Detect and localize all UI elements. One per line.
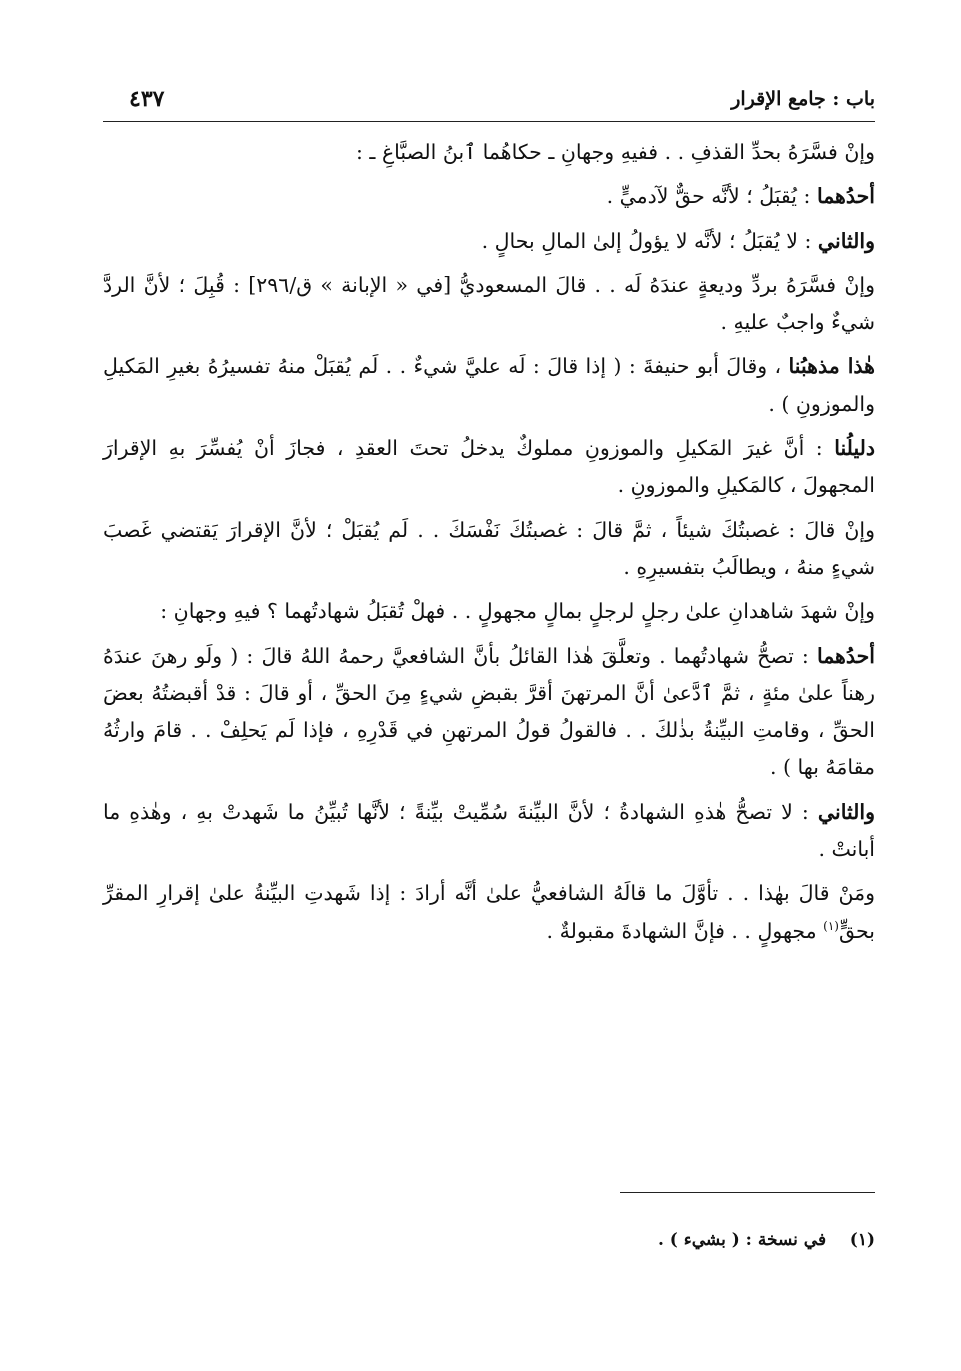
paragraph-text: : لا يُقبَلُ ؛ لأنَّه لا يؤولُ إلىٰ المالِ بحالٍ . xyxy=(481,228,818,253)
paragraph-lead: أحدُهما xyxy=(816,643,875,668)
paragraph-text: وإنْ شهدَ شاهدانِ علىٰ رجلٍ لرجلٍ بمالٍ مجهولٍ . . فهلْ تُقبَلُ شهادتُهما ؟ فيهِ وجهانِ : xyxy=(160,599,875,624)
paragraph-text: : لا تصحُّ هٰذهِ الشهادةُ ؛ لأنَّ البيِّنةَ سُمِّيتْ بيِّنةً ؛ لأنَّها تُبيِّنُ ما شَهدتْ بهِ ، وهٰذهِ ما أبانتْ . xyxy=(103,799,875,862)
header-divider xyxy=(103,121,875,122)
paragraph-lead: دليلُنا xyxy=(834,436,875,461)
page-header xyxy=(103,86,875,120)
paragraph-text: ومَنْ قالَ بهٰذا . . تأوَّلَ ما قالَهُ الشافعيُّ علىٰ أنَّه أرادَ : إذا شَهدتِ البيِّنةُ علىٰ إقرارِ المقرِّ بحقٍّ xyxy=(103,881,875,943)
paragraph-text: : يُقبَلُ ؛ لأنَّه حقٌّ لآدميٍّ . xyxy=(606,184,817,209)
paragraph xyxy=(103,178,875,215)
paragraph xyxy=(103,512,875,587)
paragraph xyxy=(103,875,875,950)
footnote-marker: (١) xyxy=(849,1230,875,1250)
paragraph-text: مجهولٍ . . فإنَّ الشهادةَ مقبولةٌ . xyxy=(546,918,824,943)
paragraph-lead: والثاني xyxy=(817,228,875,253)
paragraph xyxy=(103,593,875,630)
paragraph xyxy=(103,638,875,787)
paragraph-text: : تصحُّ شهادتُهما . وتعلَّقَ هٰذا القائلُ بأنَّ الشافعيَّ رحمهُ اللهُ قالَ : ( ولَو رهنَ عندَهُ رهناً علىٰ مئةٍ ، ثمَّ ٱدَّعىٰ أنَّ المرتهنَ أقرَّ بقبضِ شيءٍ مِنَ الحقِّ ، أو قالَ : قدْ أقبضتُهُ بعضَ الحقِّ ، وقامتِ البيِّنةُ بذٰلكَ . . فالقولُ قولُ المرتهنِ في قَدْرِهِ ، فإذا لَم يَحلِفْ . . قامَ وارثُهُ مقامَهُ بها ) . xyxy=(103,643,875,780)
page-number: ٤٣٧ xyxy=(129,86,165,112)
paragraph-lead: هٰذا مذهبُنا xyxy=(788,354,875,379)
paragraph xyxy=(103,430,875,505)
paragraph xyxy=(103,267,875,342)
running-title: باب : جامع الإقرار xyxy=(731,88,875,110)
paragraph-lead: أحدُهما xyxy=(816,184,875,209)
main-text xyxy=(103,134,875,957)
paragraph xyxy=(103,794,875,869)
footnote-divider xyxy=(620,1192,875,1193)
paragraph xyxy=(103,348,875,423)
paragraph-lead: والثاني xyxy=(817,799,875,824)
paragraph-text: وإنْ قالَ : غصبتُكَ شيئاً ، ثمَّ قالَ : غصبتُكَ نَفْسَكَ . . لَم يُقبَلْ ؛ لأنَّ الإقرارَ يَقتضي غَصبَ شيءٍ منهُ ، ويطالَبُ بتفسيرِهِ . xyxy=(103,517,875,579)
footnote-reference: (١) xyxy=(823,918,839,933)
paragraph xyxy=(103,134,875,171)
paragraph-text: وإنْ فسَّرَهُ بحدِّ القذفِ . . ففيهِ وجهانِ ـ حكاهُما ٱبنُ الصبَّاغِ ـ : xyxy=(356,140,875,164)
footnote-text: في نسخة : ( بشيء ) . xyxy=(657,1230,827,1250)
paragraph-text: : أنَّ غيرَ المَكيلِ والموزونِ مملوكٌ يدخلُ تحتَ العقدِ ، فجازَ أنْ يُفسِّرَ بهِ الإقرارَ المجهولَ ، كالمَكيلِ والموزونِ . xyxy=(103,436,875,498)
footnote xyxy=(103,1230,875,1250)
paragraph-text: ، وقالَ أبو حنيفةَ : ( إذا قالَ : لَه عليَّ شيءٌ . . لَم يُقبَلْ منهُ تفسيرُهُ بغيرِ المَكيلِ والموزونِ ) . xyxy=(103,354,875,416)
paragraph-text: وإنْ فسَّرَهُ بردِّ وديعةٍ عندَهُ لَه . . قالَ المسعوديُّ [في « الإبانة » ق/٢٩٦] : قُبِلَ ؛ لأنَّ الردَّ شيءٌ واجبٌ عليهِ . xyxy=(103,272,875,335)
paragraph xyxy=(103,223,875,260)
